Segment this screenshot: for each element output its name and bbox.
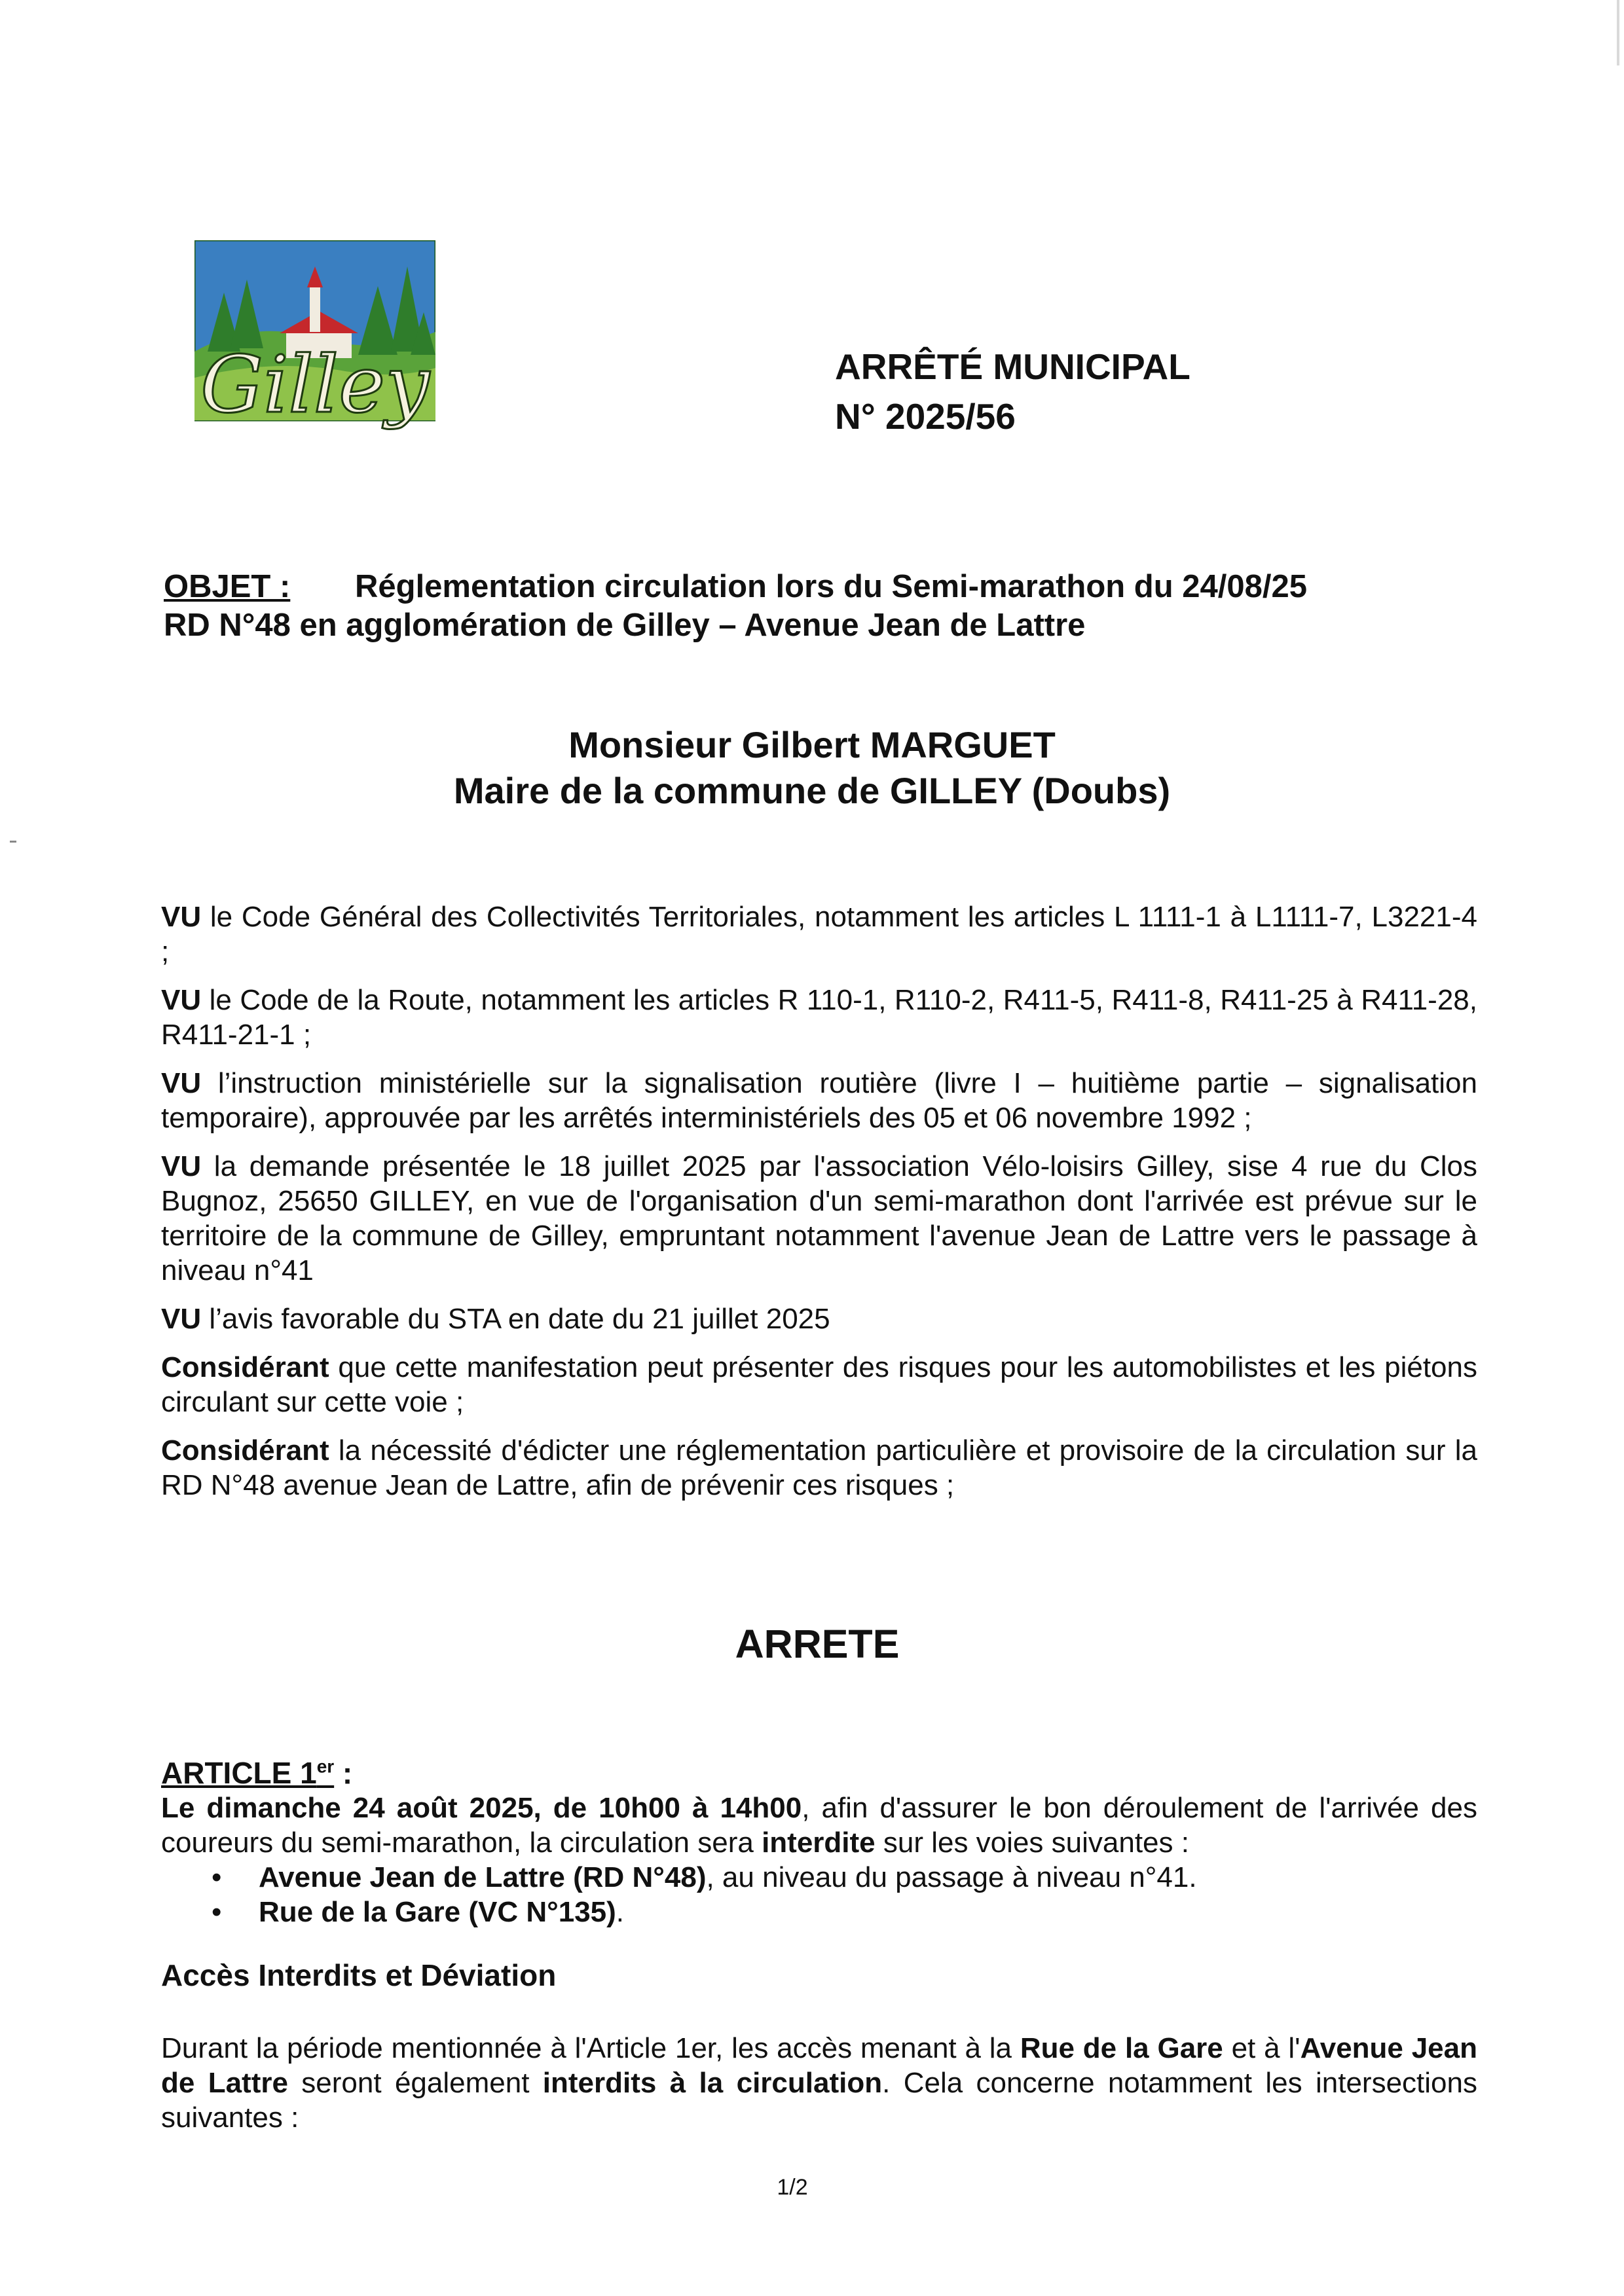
considerant-item: [161, 983, 1477, 1052]
article-intro-text: , afin d'assurer le bon déroulement de l'arrivée des coureurs du semi-marathon, la circulation sera: [161, 1792, 1477, 1859]
road-name: Rue de la Gare (VC N°135): [259, 1896, 616, 1929]
considerant-text: l’instruction ministérielle sur la signalisation routière (livre I – huitième partie – signalisation temporaire), approuvée par les arrêtés interministériels des 05 et 06 novembre 1992 ;: [161, 1067, 1477, 1134]
considerant-lead: VU: [161, 901, 202, 933]
closed-roads-list: [161, 1860, 1477, 1929]
considerant-text: le Code Général des Collectivités Territoriales, notamment les articles L 1111-1 à L1111-7, L3221-4 ;: [161, 901, 1477, 968]
mayor-name: Monsieur Gilbert MARGUET: [568, 724, 1056, 765]
article-heading-colon: :: [334, 1756, 353, 1791]
considerant-item: [161, 1433, 1477, 1503]
decree-number: N° 2025/56: [835, 396, 1016, 437]
objet-line2: RD N°48 en agglomération de Gilley – Avenue Jean de Lattre: [164, 608, 1086, 643]
road-detail: .: [616, 1896, 625, 1929]
article-date: Le dimanche 24 août 2025, de 10h00 à 14h00: [161, 1792, 802, 1825]
gilley-logo: [194, 240, 435, 443]
acces-paragraph: [161, 2031, 1477, 2135]
scan-mark: [10, 841, 16, 843]
considerants-list: [161, 900, 1477, 1516]
acces-text: Durant la période mentionnée à l'Article 1er, les accès menant à la: [161, 2032, 1020, 2064]
acces-heading: Accès Interdits et Déviation: [161, 1958, 557, 1992]
considerant-text: le Code de la Route, notamment les articles R 110-1, R110-2, R411-5, R411-8, R411-25 à R411-28, R411-21-1 ;: [161, 984, 1477, 1051]
considerant-lead: VU: [161, 1150, 202, 1182]
road-detail: , au niveau du passage à niveau n°41.: [706, 1861, 1197, 1894]
considerant-text: la nécessité d'édicter une réglementation particulière et provisoire de la circulation sur la RD N°48 avenue Jean de Lattre, afin de prévenir ces risques ;: [161, 1434, 1477, 1501]
decree-title: [835, 342, 1190, 441]
acces-text: et à l': [1223, 2032, 1301, 2064]
article-intro-end: sur les voies suivantes :: [875, 1827, 1189, 1859]
objet-line1: Réglementation circulation lors du Semi-marathon du 24/08/25: [355, 569, 1308, 604]
acces-text: . Cela concerne notamment les intersections suivantes :: [161, 2067, 1477, 2134]
article-1: [161, 1749, 1477, 1929]
considerant-item: [161, 1149, 1477, 1288]
objet-label: OBJET :: [164, 569, 291, 604]
considerant-text: la demande présentée le 18 juillet 2025 par l'association Vélo-loisirs Gilley, sise 4 rue du Clos Bugnoz, 25650 GILLEY, en vue de l'organisation d'un semi-marathon dont l'arrivée est prévue sur le territoire de la commune de Gilley, empruntant notamment l'avenue Jean de Lattre vers le passage à niveau n°41: [161, 1150, 1477, 1286]
mayor-block: [0, 722, 1624, 814]
considerant-lead: Considérant: [161, 1351, 329, 1383]
article-1-intro: [161, 1791, 1477, 1860]
objet-block: [164, 568, 1408, 645]
article-heading-sup: er: [316, 1757, 335, 1777]
considerant-lead: Considérant: [161, 1434, 329, 1467]
acces-bold: Rue de la Gare: [1020, 2032, 1223, 2064]
considerant-item: [161, 1302, 1477, 1336]
considerant-lead: VU: [161, 1067, 202, 1099]
bullet-icon: •: [212, 1861, 222, 1894]
list-item: [161, 1895, 1477, 1929]
considerant-text: l’avis favorable du STA en date du 21 juillet 2025: [201, 1303, 830, 1335]
considerant-item: [161, 1066, 1477, 1135]
considerant-lead: VU: [161, 984, 202, 1016]
acces-bold: interdits à la circulation: [542, 2067, 883, 2099]
mayor-title: Maire de la commune de GILLEY (Doubs): [453, 770, 1171, 811]
page-number: 1/2: [777, 2175, 808, 2200]
road-name: Avenue Jean de Lattre (RD N°48): [259, 1861, 707, 1894]
article-heading-text: ARTICLE 1: [161, 1756, 317, 1791]
list-item: [161, 1860, 1477, 1895]
considerant-lead: VU: [161, 1303, 202, 1335]
considerant-text: que cette manifestation peut présenter des risques pour les automobilistes et les piétons circulant sur cette voie ;: [161, 1351, 1477, 1418]
arrete-heading: ARRETE: [735, 1622, 900, 1666]
article-1-heading: [161, 1749, 1477, 1791]
scan-edge: [1617, 0, 1619, 65]
considerant-item: [161, 1350, 1477, 1419]
acces-bold: Avenue Jean de Lattre: [161, 2032, 1477, 2099]
acces-text: seront également: [287, 2067, 543, 2099]
bullet-icon: •: [212, 1896, 222, 1929]
considerant-item: [161, 900, 1477, 969]
svg-text:Gilley: Gilley: [200, 340, 430, 431]
decree-title-line1: ARRÊTÉ MUNICIPAL: [835, 346, 1190, 387]
article-interdite: interdite: [762, 1827, 876, 1859]
